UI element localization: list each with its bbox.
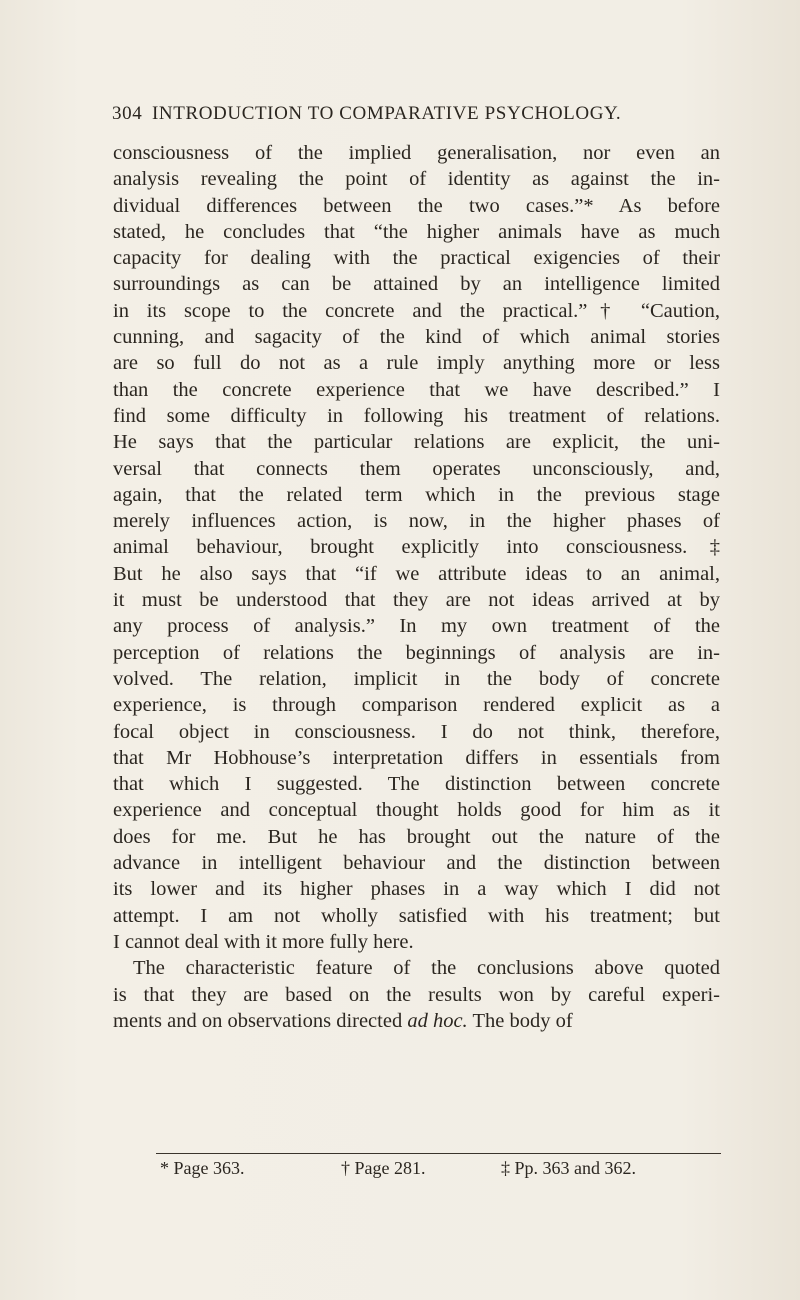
text-line: analysis revealing the point of identity as against the in-: [113, 168, 720, 191]
paragraph-start-line: The characteristic feature of the conclusions above quoted: [133, 957, 720, 980]
text-line: does for me. But he has brought out the nature of the: [113, 825, 720, 848]
text-line: any process of analysis.” In my own treatment of the: [113, 615, 720, 638]
footnote-2: † Page 281.: [341, 1158, 426, 1178]
text-line: that which I suggested. The distinction between concrete: [113, 773, 720, 796]
text-line: are so full do not as a rule imply anything more or less: [113, 352, 720, 375]
text-line: it must be understood that they are not ideas arrived at by: [113, 589, 720, 612]
text-line: versal that connects them operates unconsciously, and,: [113, 457, 720, 480]
text-line: surroundings as can be attained by an intelligence limited: [113, 273, 720, 296]
text-line: that Mr Hobhouse’s interpretation differs in essentials from: [113, 746, 720, 769]
text-line: merely influences action, is now, in the higher phases of: [113, 510, 720, 533]
text-line: I cannot deal with it more fully here.: [113, 930, 414, 953]
running-title: INTRODUCTION TO COMPARATIVE PSYCHOLOGY.: [152, 103, 622, 124]
text-line: again, that the related term which in the previous stage: [113, 483, 720, 506]
running-header: [112, 103, 722, 125]
text-line: dividual differences between the two cases.”* As before: [113, 194, 720, 217]
footnote-1: * Page 363.: [160, 1158, 245, 1178]
text-line: find some difficulty in following his treatment of relations.: [113, 404, 720, 427]
text-line: in its scope to the concrete and the practical.”† “Caution,: [113, 299, 720, 322]
italic-phrase: ad hoc.: [407, 1009, 468, 1032]
text-line: He says that the particular relations are explicit, the uni-: [113, 431, 720, 454]
text-line: its lower and its higher phases in a way which I did not: [113, 878, 720, 901]
text-line: focal object in consciousness. I do not think, therefore,: [113, 720, 720, 743]
text-line: stated, he concludes that “the higher animals have as much: [113, 220, 720, 243]
text-line: capacity for dealing with the practical exigencies of their: [113, 247, 720, 270]
body-text: [113, 140, 720, 1034]
text-segment: ments and on observations directed: [113, 1009, 408, 1032]
text-line: experience, is through comparison rendered explicit as a: [113, 694, 720, 717]
text-segment: The body of: [467, 1009, 573, 1032]
footnote-rule: [156, 1153, 721, 1154]
text-line: animal behaviour, brought explicitly into consciousness.‡: [113, 536, 720, 559]
text-line: attempt. I am not wholly satisfied with his treatment; but: [113, 904, 720, 927]
text-line-mixed: [113, 1008, 720, 1034]
text-line: than the concrete experience that we have described.” I: [113, 378, 720, 401]
text-line: experience and conceptual thought holds good for him as it: [113, 799, 720, 822]
page-number: 304: [112, 103, 143, 124]
text-line: is that they are based on the results won by careful experi-: [113, 983, 720, 1006]
text-line: But he also says that “if we attribute ideas to an animal,: [113, 562, 720, 585]
text-line: volved. The relation, implicit in the body of concrete: [113, 667, 720, 690]
text-line: consciousness of the implied generalisation, nor even an: [113, 142, 720, 164]
text-line: advance in intelligent behaviour and the distinction between: [113, 852, 720, 875]
text-line: cunning, and sagacity of the kind of which animal stories: [113, 326, 720, 349]
text-line: perception of relations the beginnings of analysis are in-: [113, 641, 720, 664]
footnote-3: ‡ Pp. 363 and 362.: [501, 1158, 636, 1178]
